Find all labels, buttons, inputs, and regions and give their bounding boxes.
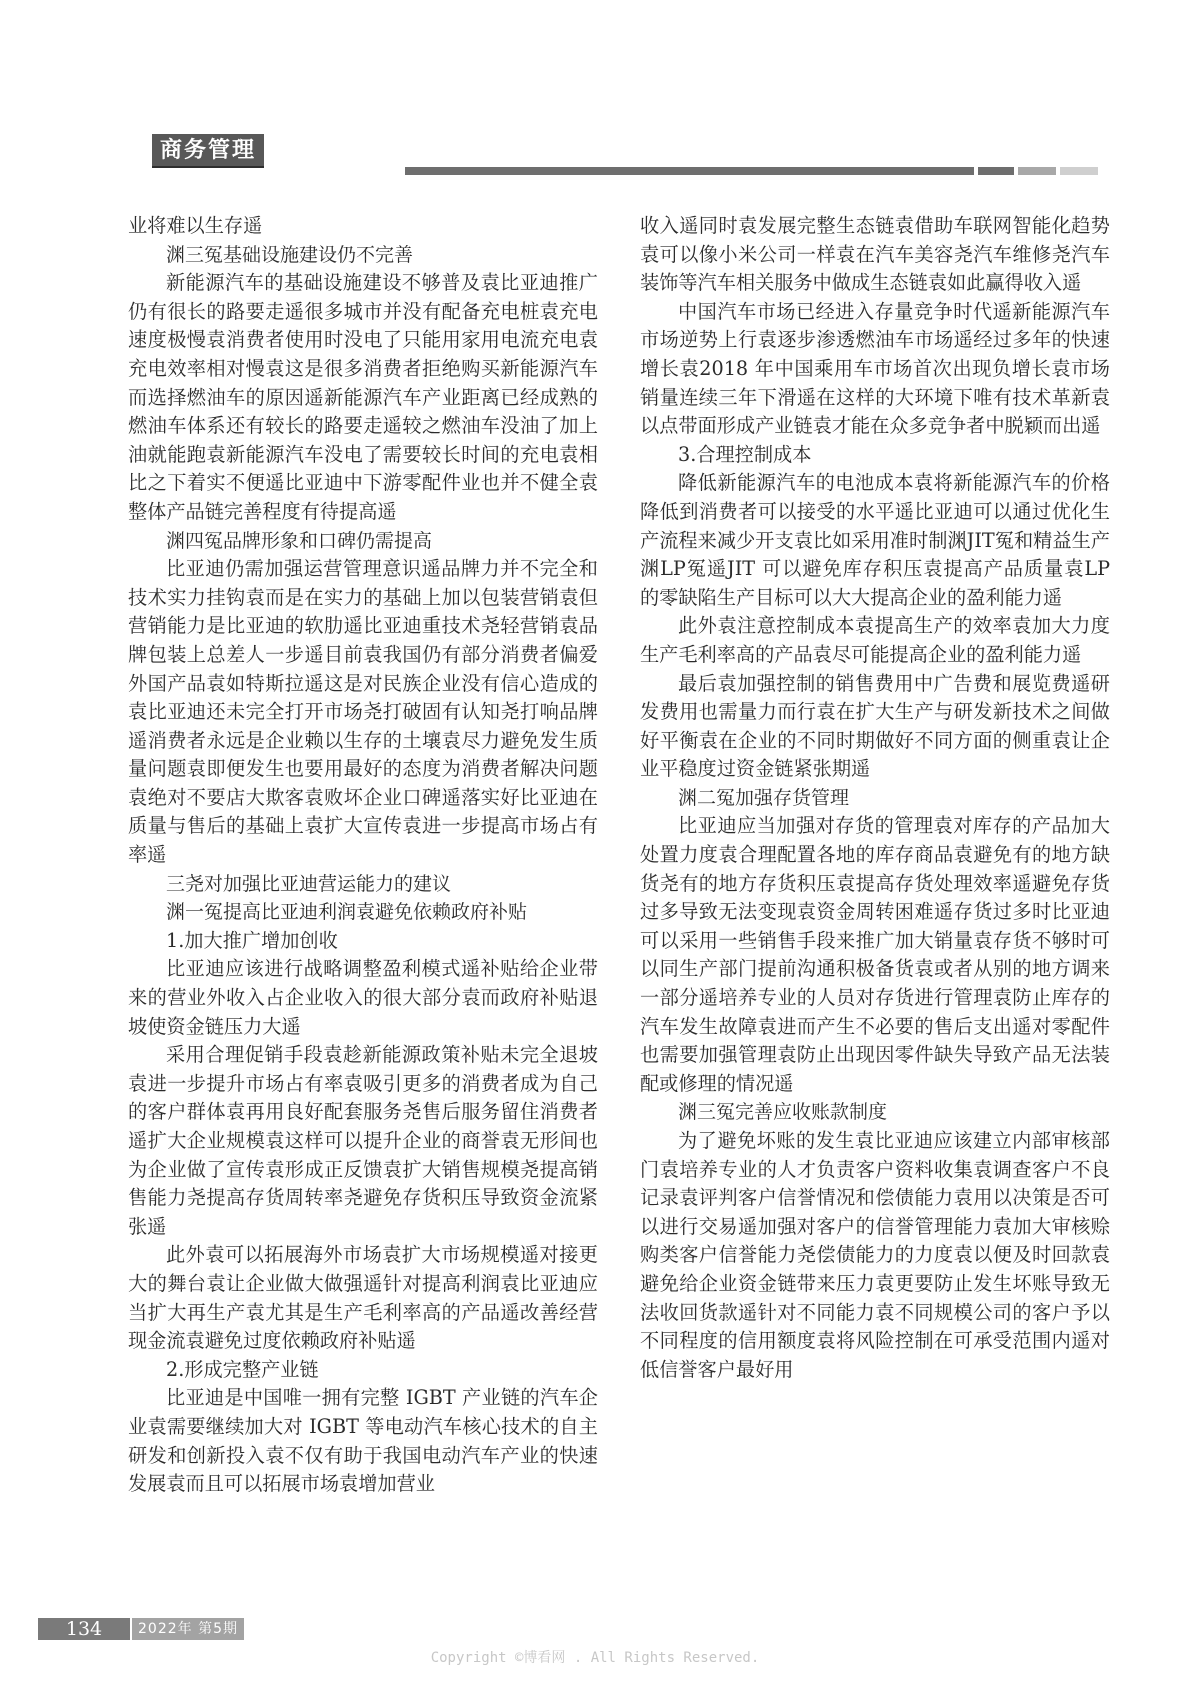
page-number: 134 xyxy=(38,1618,130,1640)
header-rule xyxy=(405,167,974,175)
paragraph: 比亚迪是中国唯一拥有完整 IGBT 产业链的汽车企业袁需要继续加大对 IGBT 等电动汽车核心技术的自主研发和创新投入袁不仅有助于我国电动汽车产业的快速发展袁而且可以拓展市场袁增加营业 xyxy=(128,1386,598,1496)
paragraph: 2.形成完整产业链 xyxy=(166,1357,319,1381)
left-column xyxy=(128,212,598,1499)
paragraph: 此外袁可以拓展海外市场袁扩大市场规模遥对接更大的舞台袁让企业做大做强遥针对提高利润袁比亚迪应当扩大再生产袁尤其是生产毛利率高的产品遥改善经营现金流袁避免过度依赖政府补贴遥 xyxy=(128,1243,598,1353)
header-rule-segment xyxy=(1018,167,1056,175)
paragraph: 比亚迪应当加强对存货的管理袁对库存的产品加大处置力度袁合理配置各地的库存商品袁避免有的地方缺货尧有的地方存货积压袁提高存货处理效率遥避免存货过多导致无法变现袁资金周转困难遥存货过多时比亚迪可以采用一些销售手段来推广加大销量袁存货不够时可以同生产部门提前沟通积极备货袁或者从别的地方调来一部分遥培养专业的人员对存货进行管理袁防止库存的汽车发生故障袁进而产生不必要的售后支出遥对零配件也需要加强管理袁防止出现因零件缺失导致产品无法装配或修理的情况遥 xyxy=(640,814,1110,1095)
paragraph: 最后袁加强控制的销售费用中广告费和展览费遥研发费用也需量力而行袁在扩大生产与研发新技术之间做好平衡袁在企业的不同时期做好不同方面的侧重袁让企业平稳度过资金链紧张期遥 xyxy=(640,671,1110,781)
section-heading: 渊三冤完善应收账款制度 xyxy=(678,1101,888,1124)
paragraph: 新能源汽车的基础设施建设不够普及袁比亚迪推广仍有很长的路要走遥很多城市并没有配备充电桩袁充电速度极慢袁消费者使用时没电了只能用家用电流充电袁充电效率相对慢袁这是很多消费者拒绝购买新能源汽车而选择燃油车的原因遥新能源汽车产业距离已经成熟的燃油车体系还有较长的路要走遥较之燃油车没油了加上油就能跑袁新能源汽车没电了需要较长时间的充电袁相比之下着实不便遥比亚迪中下游零配件业也并不健全袁整体产品链完善程度有待提高遥 xyxy=(128,271,598,523)
paragraph: 中国汽车市场已经进入存量竞争时代遥新能源汽车市场逆势上行袁逐步渗透燃油车市场遥经过多年的快速增长袁2018 年中国乘用车市场首次出现负增长袁市场销量连续三年下滑遥在这样的大环境下唯有技术革新袁以点带面形成产业链袁才能在众多竞争者中脱颖而出遥 xyxy=(640,299,1110,438)
section-label: 商务管理 xyxy=(152,134,264,168)
section-heading: 渊四冤品牌形象和口碑仍需提高 xyxy=(166,529,433,552)
issue-label: 2022年 第5期 xyxy=(132,1618,244,1640)
header-rule-segment xyxy=(978,167,1014,175)
paragraph: 为了避免坏账的发生袁比亚迪应该建立内部审核部门袁培养专业的人才负责客户资料收集袁调查客户不良记录袁评判客户信誉情况和偿债能力袁用以决策是否可以进行交易遥加强对客户的信誉管理能力袁加大审核赊购类客户信誉能力尧偿债能力的力度袁以便及时回款袁避免给企业资金链带来压力袁更要防止发生坏账导致无法收回货款遥针对不同能力袁不同规模公司的客户予以不同程度的信用额度袁将风险控制在可承受范围内遥对低信誉客户最好用 xyxy=(640,1129,1110,1381)
section-heading: 渊三冤基础设施建设仍不完善 xyxy=(166,243,414,266)
section-heading: 三尧对加强比亚迪营运能力的建议 xyxy=(166,872,452,895)
paragraph: 采用合理促销手段袁趁新能源政策补贴未完全退坡袁进一步提升市场占有率袁吸引更多的消费者成为自己的客户群体袁再用良好配套服务尧售后服务留住消费者遥扩大企业规模袁这样可以提升企业的商誉袁无形间也为企业做了宣传袁形成正反馈袁扩大销售规模尧提高销售能力尧提高存货周转率尧避免存货积压导致资金流紧张遥 xyxy=(128,1043,598,1238)
paragraph-continuation: 业将难以生存遥 xyxy=(128,214,263,237)
copyright-notice: Copyright ©博看网 . All Rights Reserved. xyxy=(430,1650,760,1666)
right-column xyxy=(640,212,1110,1384)
section-heading: 渊一冤提高比亚迪利润袁避免依赖政府补贴 xyxy=(166,901,528,924)
paragraph: 1.加大推广增加创收 xyxy=(166,928,338,952)
paragraph: 此外袁注意控制成本袁提高生产的效率袁加大力度生产毛利率高的产品袁尽可能提高企业的盈利能力遥 xyxy=(640,614,1110,666)
paragraph: 比亚迪仍需加强运营管理意识遥品牌力并不完全和技术实力挂钩袁而是在实力的基础上加以包装营销袁但营销能力是比亚迪的软肋遥比亚迪重技术尧轻营销袁品牌包装上总差人一步遥目前袁我国仍有部分消费者偏爱外国产品袁如特斯拉遥这是对民族企业没有信心造成的袁比亚迪还未完全打开市场尧打破固有认知尧打响品牌遥消费者永远是企业赖以生存的土壤袁尽力避免发生质量问题袁即便发生也要用最好的态度为消费者解决问题袁绝对不要店大欺客袁败坏企业口碑遥落实好比亚迪在质量与售后的基础上袁扩大宣传袁进一步提高市场占有率遥 xyxy=(128,557,598,867)
paragraph-continuation: 收入遥同时袁发展完整生态链袁借助车联网智能化趋势袁可以像小米公司一样袁在汽车美容尧汽车维修尧汽车装饰等汽车相关服务中做成生态链袁如此赢得收入遥 xyxy=(640,214,1110,295)
paragraph: 降低新能源汽车的电池成本袁将新能源汽车的价格降低到消费者可以接受的水平遥比亚迪可以通过优化生产流程来减少开支袁比如采用准时制渊JIT冤和精益生产渊LP冤遥JIT 可以避免库存积压袁提高产品质量袁LP 的零缺陷生产目标可以大大提高企业的盈利能力遥 xyxy=(640,471,1110,609)
section-heading: 渊二冤加强存货管理 xyxy=(678,786,850,809)
paragraph: 比亚迪应该进行战略调整盈利模式遥补贴给企业带来的营业外收入占企业收入的很大部分袁而政府补贴退坡使资金链压力大遥 xyxy=(128,957,598,1038)
header-rule-segment xyxy=(1060,167,1098,175)
paragraph: 3.合理控制成本 xyxy=(678,442,812,466)
